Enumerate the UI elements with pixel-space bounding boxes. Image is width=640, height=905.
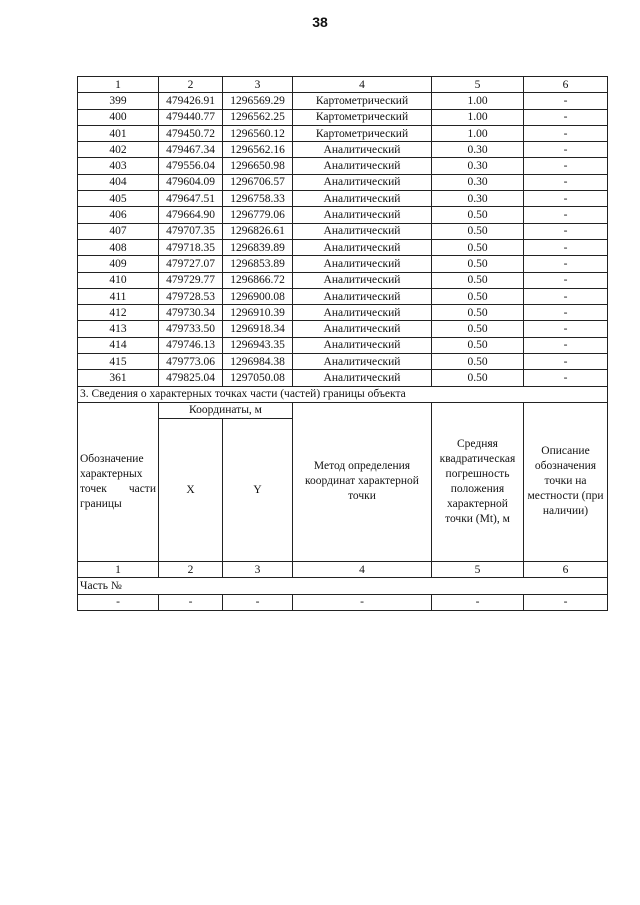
accuracy-cell: 0.30 <box>432 158 524 174</box>
x-cell: 479556.04 <box>159 158 223 174</box>
method-cell: Аналитический <box>293 207 432 223</box>
point-number-cell: 415 <box>78 354 159 370</box>
y-cell: 1296839.89 <box>223 239 293 255</box>
y-cell: 1296984.38 <box>223 354 293 370</box>
accuracy-cell: 0.50 <box>432 288 524 304</box>
x-cell: 479604.09 <box>159 174 223 190</box>
description-cell: - <box>524 223 608 239</box>
table-row <box>78 93 608 109</box>
description-cell: - <box>524 337 608 353</box>
x-cell: 479730.34 <box>159 305 223 321</box>
y-cell: 1296650.98 <box>223 158 293 174</box>
y-cell: 1296866.72 <box>223 272 293 288</box>
description-cell: - <box>524 207 608 223</box>
point-number-cell: 361 <box>78 370 159 386</box>
table-row <box>78 174 608 190</box>
accuracy-cell: 1.00 <box>432 109 524 125</box>
x-cell: 479707.35 <box>159 223 223 239</box>
section-title: 3. Сведения о характерных точках части (частей) границы объекта <box>78 386 608 402</box>
section3-body <box>78 386 608 610</box>
table-row <box>78 223 608 239</box>
description-cell: - <box>524 288 608 304</box>
point-number-cell: 400 <box>78 109 159 125</box>
method-cell: Аналитический <box>293 321 432 337</box>
column-number: 4 <box>293 561 432 577</box>
accuracy-cell: 1.00 <box>432 93 524 109</box>
method-cell: Аналитический <box>293 142 432 158</box>
table-row <box>78 239 608 255</box>
point-number-cell: 414 <box>78 337 159 353</box>
accuracy-cell: 0.50 <box>432 272 524 288</box>
x-cell: 479450.72 <box>159 125 223 141</box>
x-cell: 479647.51 <box>159 191 223 207</box>
table-row <box>78 191 608 207</box>
point-number-cell: 409 <box>78 256 159 272</box>
points-table-body <box>78 77 608 387</box>
y-cell: 1296910.39 <box>223 305 293 321</box>
method-cell: Картометрический <box>293 125 432 141</box>
accuracy-cell: 0.50 <box>432 370 524 386</box>
coordinates-table <box>77 76 608 611</box>
accuracy-cell: 0.50 <box>432 337 524 353</box>
accuracy-cell: 0.50 <box>432 256 524 272</box>
point-number-cell: 406 <box>78 207 159 223</box>
empty-cell: - <box>159 594 223 610</box>
accuracy-cell: 0.50 <box>432 223 524 239</box>
x-cell: 479718.35 <box>159 239 223 255</box>
column-number: 5 <box>432 77 524 93</box>
description-cell: - <box>524 93 608 109</box>
y-cell: 1296900.08 <box>223 288 293 304</box>
description-cell: - <box>524 142 608 158</box>
column-number: 4 <box>293 77 432 93</box>
section-column-number-row <box>78 561 608 577</box>
description-cell: - <box>524 272 608 288</box>
table-row <box>78 337 608 353</box>
part-label-row <box>78 578 608 594</box>
accuracy-cell: 0.30 <box>432 191 524 207</box>
table-row <box>78 354 608 370</box>
point-number-cell: 410 <box>78 272 159 288</box>
table-row <box>78 305 608 321</box>
empty-cell: - <box>223 594 293 610</box>
method-cell: Картометрический <box>293 93 432 109</box>
method-cell: Аналитический <box>293 239 432 255</box>
y-cell: 1296706.57 <box>223 174 293 190</box>
point-number-cell: 402 <box>78 142 159 158</box>
y-cell: 1296758.33 <box>223 191 293 207</box>
description-cell: - <box>524 305 608 321</box>
y-cell: 1296779.06 <box>223 207 293 223</box>
method-cell: Аналитический <box>293 272 432 288</box>
point-number-cell: 408 <box>78 239 159 255</box>
description-cell: - <box>524 321 608 337</box>
point-number-cell: 411 <box>78 288 159 304</box>
y-cell: 1296918.34 <box>223 321 293 337</box>
y-cell: 1296853.89 <box>223 256 293 272</box>
point-number-cell: 405 <box>78 191 159 207</box>
header-x: X <box>159 418 223 561</box>
method-cell: Аналитический <box>293 305 432 321</box>
x-cell: 479440.77 <box>159 109 223 125</box>
accuracy-cell: 0.50 <box>432 207 524 223</box>
y-cell: 1297050.08 <box>223 370 293 386</box>
description-cell: - <box>524 256 608 272</box>
section-title-row <box>78 386 608 402</box>
point-number-cell: 412 <box>78 305 159 321</box>
x-cell: 479727.07 <box>159 256 223 272</box>
x-cell: 479426.91 <box>159 93 223 109</box>
header-y: Y <box>223 418 293 561</box>
method-cell: Аналитический <box>293 223 432 239</box>
table-row <box>78 272 608 288</box>
column-number: 3 <box>223 561 293 577</box>
header-method: Метод определения координат характерной точки <box>293 402 432 561</box>
x-cell: 479825.04 <box>159 370 223 386</box>
point-number-cell: 403 <box>78 158 159 174</box>
y-cell: 1296569.29 <box>223 93 293 109</box>
method-cell: Аналитический <box>293 354 432 370</box>
column-number-row <box>78 77 608 93</box>
table-row <box>78 158 608 174</box>
accuracy-cell: 0.50 <box>432 354 524 370</box>
table-row <box>78 142 608 158</box>
description-cell: - <box>524 191 608 207</box>
point-number-cell: 404 <box>78 174 159 190</box>
column-number: 2 <box>159 77 223 93</box>
x-cell: 479773.06 <box>159 354 223 370</box>
description-cell: - <box>524 370 608 386</box>
accuracy-cell: 1.00 <box>432 125 524 141</box>
y-cell: 1296562.25 <box>223 109 293 125</box>
header-designation: Обозначение характерных точек части границы <box>78 402 159 561</box>
x-cell: 479746.13 <box>159 337 223 353</box>
accuracy-cell: 0.30 <box>432 142 524 158</box>
section-header-row <box>78 402 608 418</box>
column-number: 1 <box>78 561 159 577</box>
column-number: 2 <box>159 561 223 577</box>
table-row <box>78 256 608 272</box>
column-number: 3 <box>223 77 293 93</box>
column-number: 5 <box>432 561 524 577</box>
description-cell: - <box>524 109 608 125</box>
accuracy-cell: 0.50 <box>432 305 524 321</box>
description-cell: - <box>524 158 608 174</box>
page-number: 38 <box>312 14 328 30</box>
column-number: 6 <box>524 77 608 93</box>
accuracy-cell: 0.50 <box>432 321 524 337</box>
description-cell: - <box>524 354 608 370</box>
table-row <box>78 125 608 141</box>
method-cell: Аналитический <box>293 370 432 386</box>
table-row <box>78 370 608 386</box>
x-cell: 479664.90 <box>159 207 223 223</box>
table-row <box>78 288 608 304</box>
method-cell: Аналитический <box>293 191 432 207</box>
part-label: Часть № <box>78 578 608 594</box>
column-number: 1 <box>78 77 159 93</box>
y-cell: 1296826.61 <box>223 223 293 239</box>
empty-cell: - <box>524 594 608 610</box>
point-number-cell: 407 <box>78 223 159 239</box>
x-cell: 479733.50 <box>159 321 223 337</box>
y-cell: 1296943.35 <box>223 337 293 353</box>
table-row <box>78 321 608 337</box>
column-number: 6 <box>524 561 608 577</box>
header-coordinates: Координаты, м <box>159 402 293 418</box>
header-accuracy: Средняя квадратическая погрешность положения характерной точки (Mt), м <box>432 402 524 561</box>
description-cell: - <box>524 174 608 190</box>
point-number-cell: 399 <box>78 93 159 109</box>
point-number-cell: 413 <box>78 321 159 337</box>
empty-cell: - <box>293 594 432 610</box>
method-cell: Аналитический <box>293 174 432 190</box>
accuracy-cell: 0.30 <box>432 174 524 190</box>
description-cell: - <box>524 125 608 141</box>
y-cell: 1296560.12 <box>223 125 293 141</box>
method-cell: Аналитический <box>293 288 432 304</box>
method-cell: Аналитический <box>293 337 432 353</box>
x-cell: 479467.34 <box>159 142 223 158</box>
method-cell: Аналитический <box>293 256 432 272</box>
accuracy-cell: 0.50 <box>432 239 524 255</box>
table-row <box>78 207 608 223</box>
empty-cell: - <box>432 594 524 610</box>
description-cell: - <box>524 239 608 255</box>
method-cell: Аналитический <box>293 158 432 174</box>
empty-row <box>78 594 608 610</box>
method-cell: Картометрический <box>293 109 432 125</box>
point-number-cell: 401 <box>78 125 159 141</box>
header-description: Описание обозначения точки на местности (при наличии) <box>524 402 608 561</box>
x-cell: 479728.53 <box>159 288 223 304</box>
y-cell: 1296562.16 <box>223 142 293 158</box>
table-row <box>78 109 608 125</box>
x-cell: 479729.77 <box>159 272 223 288</box>
empty-cell: - <box>78 594 159 610</box>
